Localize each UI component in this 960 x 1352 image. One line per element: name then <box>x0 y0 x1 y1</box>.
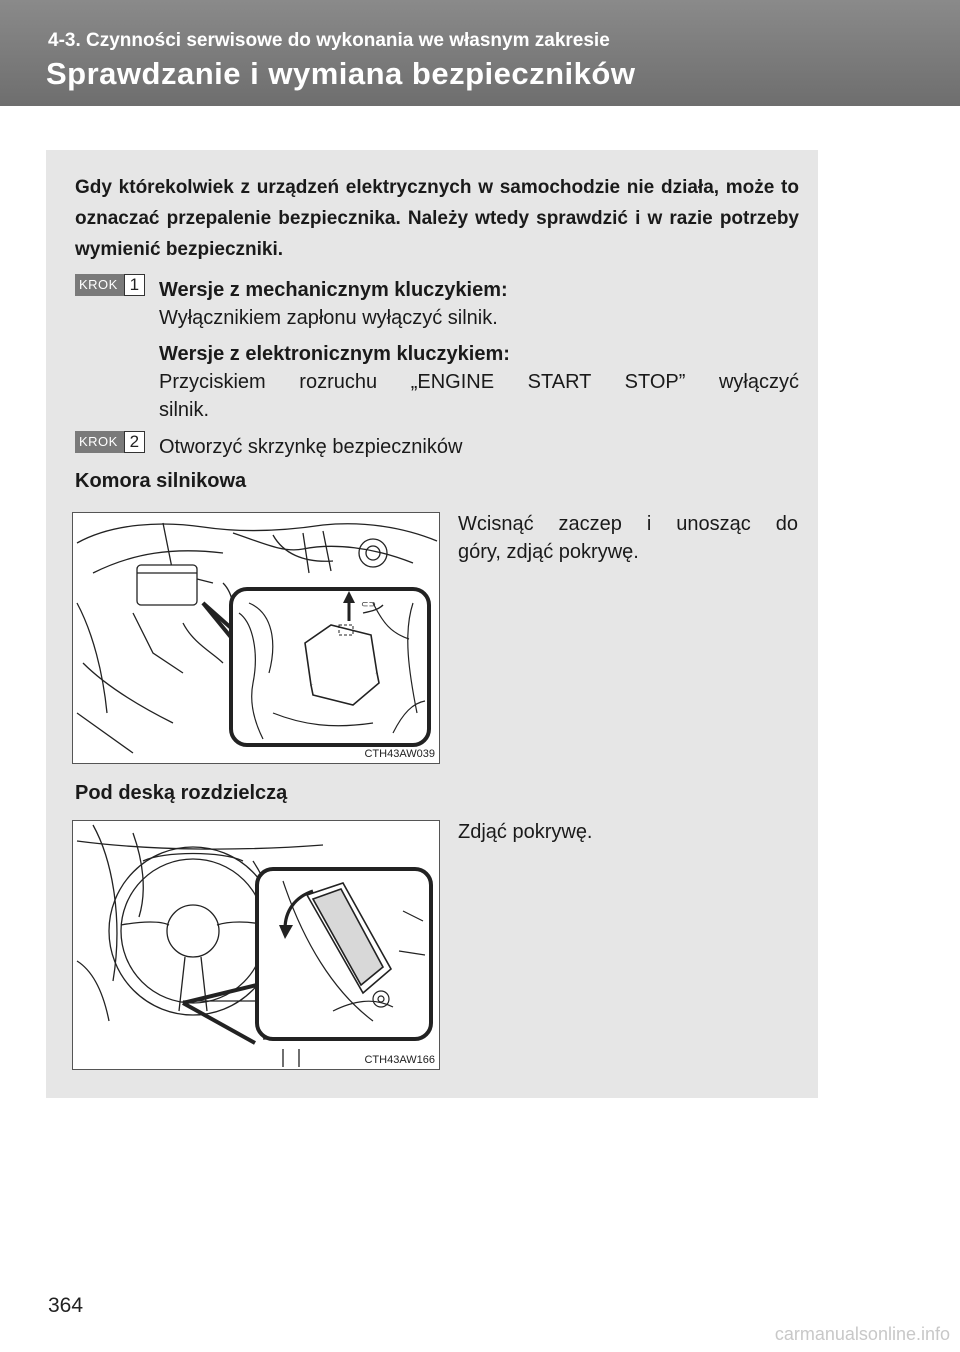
engine-bay-illustration <box>73 513 439 763</box>
step-1-variant-a-text: Wyłącznikiem zapłonu wyłączyć silnik. <box>159 307 498 329</box>
step-2-badge <box>75 431 145 453</box>
figure-code: CTH43AW039 <box>364 748 435 760</box>
engine-description-end: góry, zdjąć pokrywę. <box>458 541 639 563</box>
engine-fuse-box-figure <box>72 512 440 764</box>
engine-description: Wcisnąć zaczep i unosząc do <box>458 513 798 535</box>
step-1-variant-b-text-end: silnik. <box>159 399 210 421</box>
page-header <box>0 0 960 106</box>
step-badge-number: 1 <box>124 274 145 296</box>
dashboard-fuse-box-figure <box>72 820 440 1070</box>
step-badge-number: 2 <box>124 431 145 453</box>
step-1-badge <box>75 274 145 296</box>
section-heading-dashboard: Pod deską rozdzielczą <box>75 782 288 804</box>
step-badge-label: KROK <box>75 274 124 296</box>
step-1-variant-a-title: Wersje z mechanicznym kluczykiem: <box>159 279 508 301</box>
step-2-text: Otworzyć skrzynkę bezpieczników <box>159 436 463 458</box>
page-title: Sprawdzanie i wymiana bezpieczników <box>46 56 636 91</box>
section-heading-engine: Komora silnikowa <box>75 470 247 492</box>
step-1-variant-b-title: Wersje z elektronicznym kluczykiem: <box>159 343 510 365</box>
dashboard-illustration <box>73 821 439 1069</box>
watermark: carmanualsonline.info <box>774 1324 950 1344</box>
figure-code: CTH43AW166 <box>364 1054 435 1066</box>
svg-text:⊂⊃: ⊂⊃ <box>361 599 377 609</box>
page-number: 364 <box>48 1294 84 1317</box>
step-badge-label: KROK <box>75 431 124 453</box>
intro-text: Gdy którekolwiek z urządzeń elektrycznych w samochodzie nie działa, może to oznaczać przepalenie bezpiecznika. Należy wtedy sprawdzić i w razie potrzeby wymienić bezpieczniki. <box>75 177 799 260</box>
dashboard-description: Zdjąć pokrywę. <box>458 821 593 843</box>
section-label: 4-3. Czynności serwisowe do wykonania we własnym zakresie <box>48 30 610 51</box>
step-1-variant-b-text: Przyciskiem rozruchu „ENGINE START STOP” wyłączyć <box>159 371 799 393</box>
step-1-text <box>159 276 799 424</box>
